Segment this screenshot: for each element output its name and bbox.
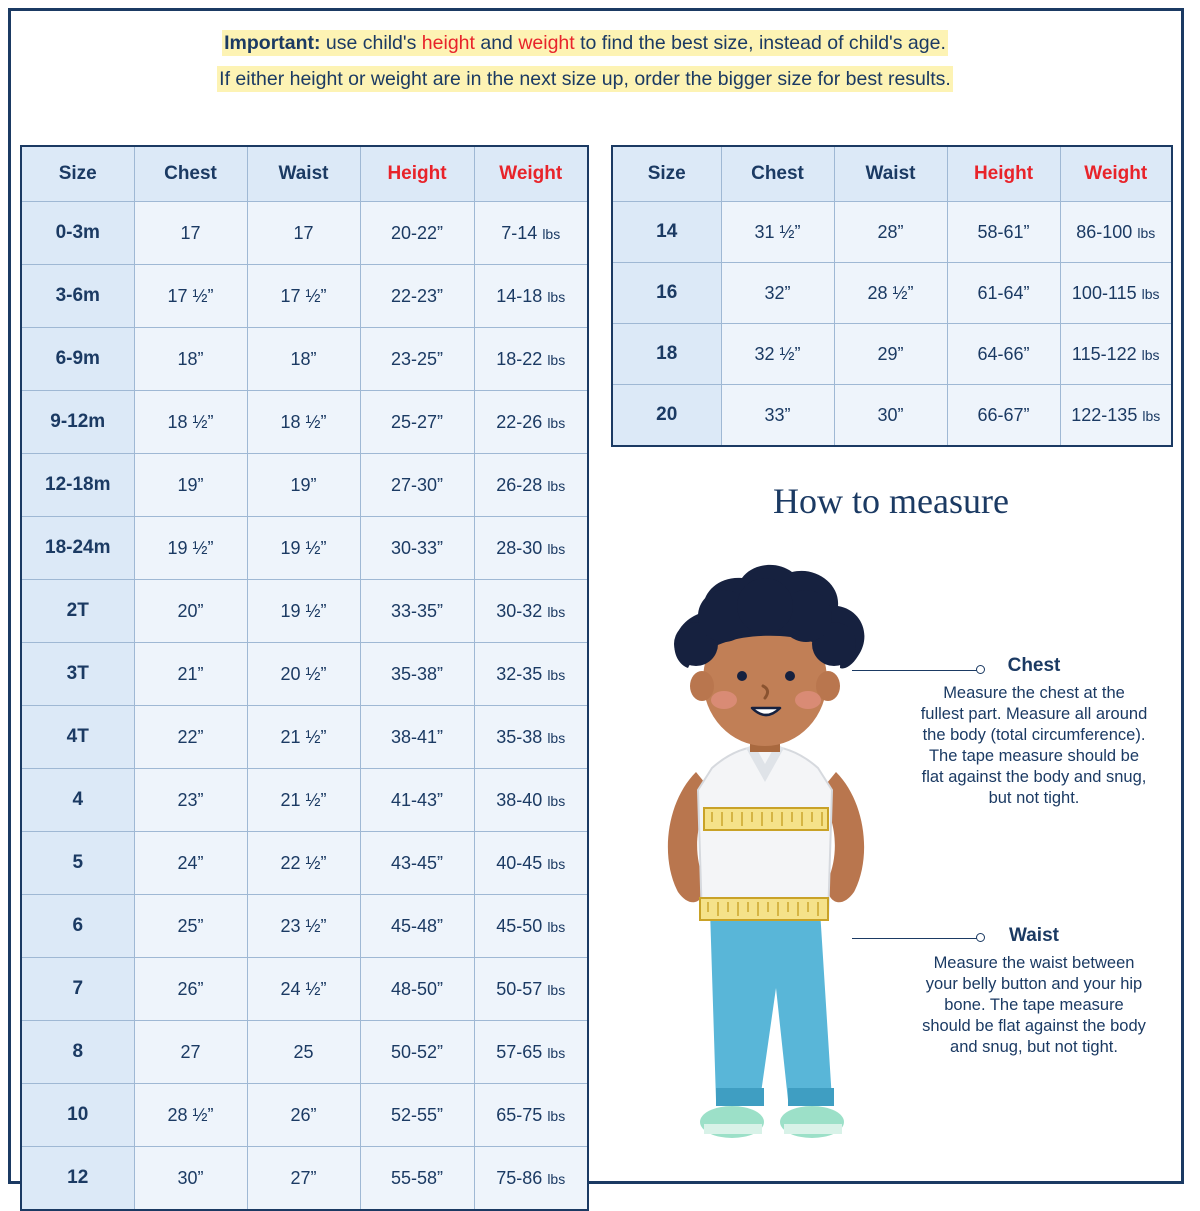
table-row <box>21 769 588 832</box>
cell-chest: 17 ½” <box>134 265 247 328</box>
size-table-left <box>20 145 589 1211</box>
cell-waist: 18 ½” <box>247 391 360 454</box>
chest-callout-title: Chest <box>1007 655 1061 676</box>
cell-height: 23-25” <box>360 328 474 391</box>
cell-height: 41-43” <box>360 769 474 832</box>
table-row <box>612 263 1172 324</box>
cell-waist: 27” <box>247 1147 360 1211</box>
cell-waist: 19” <box>247 454 360 517</box>
notice-line-2 <box>20 64 1150 94</box>
cell-chest: 32” <box>721 263 834 324</box>
cell-weight: 28-30 lbs <box>474 517 588 580</box>
table-row <box>612 202 1172 263</box>
cell-weight: 14-18 lbs <box>474 265 588 328</box>
waist-callout-title: Waist <box>1009 925 1059 946</box>
cell-chest: 18” <box>134 328 247 391</box>
notice-text-b: and <box>474 32 519 54</box>
notice-weight-word: weight <box>518 32 575 54</box>
cell-chest: 27 <box>134 1021 247 1084</box>
cell-height: 25-27” <box>360 391 474 454</box>
notice-height-word: height <box>421 32 475 54</box>
cell-weight: 50-57 lbs <box>474 958 588 1021</box>
cell-weight: 65-75 lbs <box>474 1084 588 1147</box>
chest-callout-text: Measure the chest at the fullest part. Measure all around the body (total circumference). The tape measure should be flat against the body and snug, but not tight. <box>920 684 1148 807</box>
cell-height: 35-38” <box>360 643 474 706</box>
cell-weight: 22-26 lbs <box>474 391 588 454</box>
cell-chest: 30” <box>134 1147 247 1211</box>
cell-height: 66-67” <box>947 385 1060 447</box>
cell-waist: 19 ½” <box>247 580 360 643</box>
cell-chest: 18 ½” <box>134 391 247 454</box>
cell-waist: 22 ½” <box>247 832 360 895</box>
cell-weight: 30-32 lbs <box>474 580 588 643</box>
table-row <box>21 517 588 580</box>
column-header-height: Height <box>360 146 474 202</box>
cell-height: 30-33” <box>360 517 474 580</box>
cell-waist: 28 ½” <box>834 263 947 324</box>
cell-waist: 17 <box>247 202 360 265</box>
column-header-size: Size <box>612 146 721 202</box>
cell-height: 58-61” <box>947 202 1060 263</box>
column-header-waist: Waist <box>247 146 360 202</box>
column-header-weight: Weight <box>1060 146 1172 202</box>
cell-height: 64-66” <box>947 324 1060 385</box>
cell-height: 33-35” <box>360 580 474 643</box>
table-row <box>21 202 588 265</box>
cell-weight: 57-65 lbs <box>474 1021 588 1084</box>
cell-weight: 100-115 lbs <box>1060 263 1172 324</box>
notice-text-c: to find the best size, instead of child's age. <box>574 32 946 54</box>
cell-size: 0-3m <box>21 202 134 265</box>
waist-callout-text: Measure the waist between your belly button and your hip bone. The tape measure should be flat against the body and snug, but not tight. <box>922 954 1146 1056</box>
cell-weight: 115-122 lbs <box>1060 324 1172 385</box>
cell-weight: 7-14 lbs <box>474 202 588 265</box>
column-header-waist: Waist <box>834 146 947 202</box>
cell-height: 22-23” <box>360 265 474 328</box>
cell-size: 8 <box>21 1021 134 1084</box>
table-row <box>21 643 588 706</box>
cell-size: 4 <box>21 769 134 832</box>
column-header-chest: Chest <box>721 146 834 202</box>
cell-chest: 25” <box>134 895 247 958</box>
notice-line-1 <box>20 28 1150 58</box>
cell-chest: 23” <box>134 769 247 832</box>
table-row <box>21 265 588 328</box>
cell-waist: 26” <box>247 1084 360 1147</box>
cell-weight: 75-86 lbs <box>474 1147 588 1211</box>
chest-callout <box>920 655 1148 809</box>
cell-chest: 20” <box>134 580 247 643</box>
cell-size: 10 <box>21 1084 134 1147</box>
cell-waist: 29” <box>834 324 947 385</box>
cell-waist: 21 ½” <box>247 769 360 832</box>
cell-size: 3T <box>21 643 134 706</box>
cell-waist: 23 ½” <box>247 895 360 958</box>
child-illustration <box>600 540 930 1170</box>
cell-weight: 40-45 lbs <box>474 832 588 895</box>
table-row <box>21 706 588 769</box>
cell-waist: 19 ½” <box>247 517 360 580</box>
cell-chest: 33” <box>721 385 834 447</box>
table-row <box>21 1021 588 1084</box>
table-row <box>21 958 588 1021</box>
table-row <box>21 895 588 958</box>
cell-chest: 31 ½” <box>721 202 834 263</box>
cell-size: 18-24m <box>21 517 134 580</box>
cell-waist: 21 ½” <box>247 706 360 769</box>
important-notice <box>20 28 1150 100</box>
cell-waist: 18” <box>247 328 360 391</box>
cell-size: 12-18m <box>21 454 134 517</box>
cell-size: 16 <box>612 263 721 324</box>
cell-size: 20 <box>612 385 721 447</box>
cell-height: 61-64” <box>947 263 1060 324</box>
cell-chest: 32 ½” <box>721 324 834 385</box>
cell-size: 9-12m <box>21 391 134 454</box>
cell-waist: 30” <box>834 385 947 447</box>
notice-text-a: use child's <box>320 32 422 54</box>
table-row <box>21 832 588 895</box>
cell-waist: 24 ½” <box>247 958 360 1021</box>
cell-height: 38-41” <box>360 706 474 769</box>
column-header-weight: Weight <box>474 146 588 202</box>
cell-size: 7 <box>21 958 134 1021</box>
waist-callout <box>920 925 1148 1058</box>
cell-size: 18 <box>612 324 721 385</box>
cell-size: 14 <box>612 202 721 263</box>
cell-height: 45-48” <box>360 895 474 958</box>
table-row <box>21 328 588 391</box>
table-row <box>612 324 1172 385</box>
cell-height: 27-30” <box>360 454 474 517</box>
cell-chest: 26” <box>134 958 247 1021</box>
table-row <box>21 1084 588 1147</box>
cell-waist: 25 <box>247 1021 360 1084</box>
cell-size: 3-6m <box>21 265 134 328</box>
cell-height: 43-45” <box>360 832 474 895</box>
cell-size: 2T <box>21 580 134 643</box>
cell-weight: 86-100 lbs <box>1060 202 1172 263</box>
cell-weight: 26-28 lbs <box>474 454 588 517</box>
cell-chest: 24” <box>134 832 247 895</box>
cell-chest: 21” <box>134 643 247 706</box>
table-header-row <box>612 146 1172 202</box>
table-header-row <box>21 146 588 202</box>
cell-chest: 19 ½” <box>134 517 247 580</box>
cell-weight: 45-50 lbs <box>474 895 588 958</box>
notice-important-label: Important: <box>224 32 321 54</box>
cell-weight: 32-35 lbs <box>474 643 588 706</box>
cell-chest: 17 <box>134 202 247 265</box>
cell-waist: 20 ½” <box>247 643 360 706</box>
notice-line-2-text: If either height or weight are in the next size up, order the bigger size for best results. <box>219 68 951 90</box>
cell-size: 6 <box>21 895 134 958</box>
column-header-size: Size <box>21 146 134 202</box>
cell-chest: 19” <box>134 454 247 517</box>
cell-height: 20-22” <box>360 202 474 265</box>
cell-weight: 35-38 lbs <box>474 706 588 769</box>
cell-waist: 28” <box>834 202 947 263</box>
cell-weight: 18-22 lbs <box>474 328 588 391</box>
table-body <box>612 202 1172 447</box>
cell-chest: 28 ½” <box>134 1084 247 1147</box>
cell-chest: 22” <box>134 706 247 769</box>
cell-waist: 17 ½” <box>247 265 360 328</box>
cell-size: 5 <box>21 832 134 895</box>
column-header-chest: Chest <box>134 146 247 202</box>
cell-height: 48-50” <box>360 958 474 1021</box>
cell-height: 50-52” <box>360 1021 474 1084</box>
cell-size: 6-9m <box>21 328 134 391</box>
table-row <box>21 391 588 454</box>
table-row <box>21 580 588 643</box>
table-row <box>612 385 1172 447</box>
table-row <box>21 1147 588 1211</box>
cell-height: 52-55” <box>360 1084 474 1147</box>
column-header-height: Height <box>947 146 1060 202</box>
how-to-measure-title: How to measure <box>773 481 1009 521</box>
cell-size: 4T <box>21 706 134 769</box>
cell-weight: 38-40 lbs <box>474 769 588 832</box>
size-table-right <box>611 145 1173 447</box>
cell-height: 55-58” <box>360 1147 474 1211</box>
table-row <box>21 454 588 517</box>
table-body <box>21 202 588 1211</box>
cell-size: 12 <box>21 1147 134 1211</box>
cell-weight: 122-135 lbs <box>1060 385 1172 447</box>
